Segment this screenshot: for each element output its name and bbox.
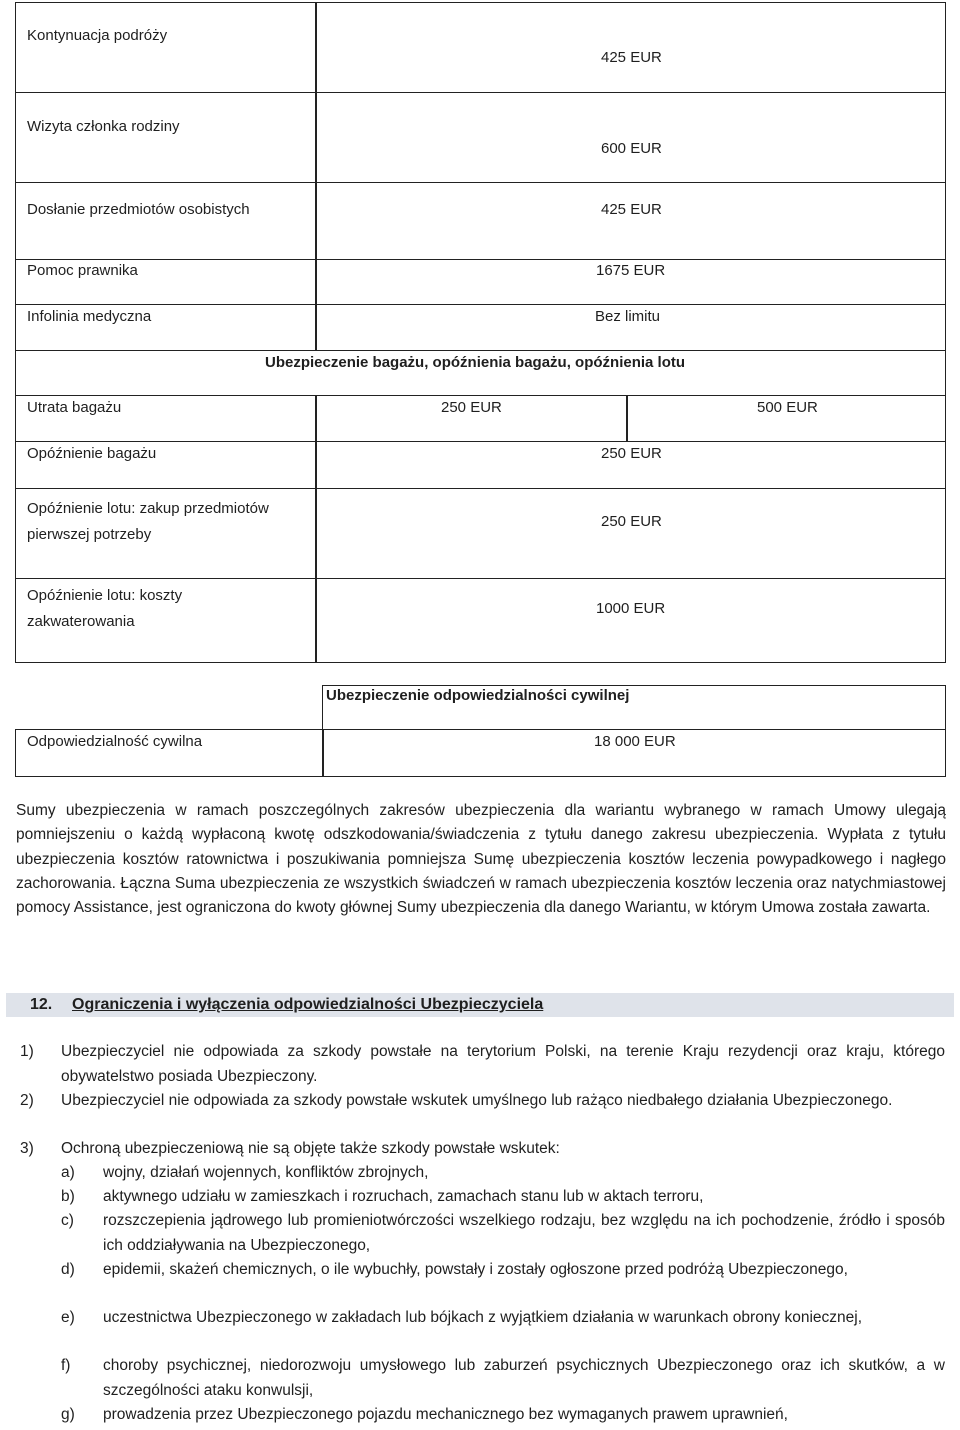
list-item: Ubezpieczyciel nie odpowiada za szkody powstałe na terytorium Polski, na terenie Kraju rezydencji oraz kraju, którego obywatelstwo posiada Ubezpieczony. (61, 1043, 945, 1085)
list-item-number: 1) (20, 1043, 34, 1060)
row-label: Dosłanie przedmiotów osobistych (27, 201, 250, 218)
row-label: zakwaterowania (27, 613, 135, 630)
row-value: 1675 EUR (596, 262, 666, 279)
row-value: 1000 EUR (596, 600, 666, 617)
sublist-item-letter: c) (61, 1212, 74, 1229)
sublist-item: epidemii, skażeń chemicznych, o ile wybuchły, powstały i zostały ogłoszone przed podróżą Ubezpieczonego, (103, 1261, 848, 1278)
row-label: Opóźnienie lotu: koszty (27, 587, 183, 604)
sublist-item: rozszczepienia jądrowego lub promieniotwórczości wszelkiego rodzaju, bez względu na ich pochodzenie, źródło i sposób ich oddziaływania na Ubezpieczonego, (103, 1212, 945, 1254)
sublist-item: uczestnictwa Ubezpieczonego w zakładach lub bójkach z wyjątkiem działania w warunkach obrony koniecznej, (103, 1309, 863, 1326)
row-value: 250 EUR (441, 399, 502, 416)
sublist-item-letter: d) (61, 1261, 75, 1278)
row-label: Wizyta członka rodziny (27, 118, 180, 135)
row-value: 18 000 EUR (594, 733, 676, 750)
section-number: 12. (30, 996, 53, 1013)
sum-insured-paragraph: Sumy ubezpieczenia w ramach poszczególnych zakresów ubezpieczenia dla wariantu wybranego w ramach Umowy ulegają pomniejszeniu o każdą wypłaconą kwotę odszkodowania/świadczenia z tytułu danego zakresu ubezpieczenia. Wypłata z tytułu ubezpieczenia kosztów ratownictwa i poszukiwania pomniejsza Sumę ubezpieczenia kosztów leczenia powypadkowego i nagłego zachorowania. Łączna Suma ubezpieczenia ze wszystkich świadczeń w ramach ubezpieczenia kosztów leczenia oraz natychmiastowej pomocy Assistance, jest ograniczona do kwoty głównej Sumy ubezpieczenia dla danego Wariantu, w którym Umowa została zawarta. (16, 802, 946, 917)
row-label: Infolinia medyczna (27, 308, 152, 325)
table-cell-value (315, 92, 946, 183)
row-label: Pomoc prawnika (27, 262, 138, 279)
table-cell-value (315, 578, 946, 663)
row-value: 425 EUR (601, 201, 662, 218)
table-cell-value (315, 2, 946, 93)
table-cell-value (315, 182, 946, 260)
row-label: pierwszej potrzeby (27, 526, 152, 543)
sublist-item-letter: g) (61, 1406, 75, 1423)
row-label: Opóźnienie bagażu (27, 445, 157, 462)
sublist-item: choroby psychicznej, niedorozwoju umysłowego lub zaburzeń psychicznych Ubezpieczonego oraz ich skutków, a w szczególności ataku konwulsji, (103, 1357, 945, 1399)
section-title: Ubezpieczenie odpowiedzialności cywilnej (326, 687, 630, 704)
list-item: Ubezpieczyciel nie odpowiada za szkody powstałe wskutek umyślnego lub rażąco niedbałego działania Ubezpieczonego. (61, 1092, 893, 1109)
row-value: 500 EUR (757, 399, 818, 416)
row-value: 425 EUR (601, 49, 662, 66)
row-label: Opóźnienie lotu: zakup przedmiotów (27, 500, 269, 517)
sublist-item-letter: f) (61, 1357, 71, 1374)
row-value: 250 EUR (601, 513, 662, 530)
sublist-item-letter: e) (61, 1309, 75, 1326)
section-title: Ograniczenia i wyłączenia odpowiedzialności Ubezpieczyciela (72, 996, 544, 1013)
sublist-item-letter: b) (61, 1188, 75, 1205)
table-cell-label (15, 2, 317, 93)
sublist-item-letter: a) (61, 1164, 75, 1181)
row-label: Odpowiedzialność cywilna (27, 733, 203, 750)
section-title: Ubezpieczenie bagażu, opóźnienia bagażu, opóźnienia lotu (265, 354, 686, 371)
row-value: Bez limitu (595, 308, 661, 325)
row-value: 250 EUR (601, 445, 662, 462)
row-label: Kontynuacja podróży (27, 27, 168, 44)
list-item-number: 2) (20, 1092, 34, 1109)
row-value: 600 EUR (601, 140, 662, 157)
table-cell-label (15, 182, 317, 260)
sublist-item: aktywnego udziału w zamieszkach i rozruchach, zamachach stanu lub w aktach terroru, (103, 1188, 704, 1205)
table-cell-label (15, 92, 317, 183)
row-label: Utrata bagażu (27, 399, 122, 416)
table-cell-value (315, 488, 946, 579)
sublist-item: wojny, działań wojennych, konfliktów zbrojnych, (103, 1164, 429, 1181)
list-item-number: 3) (20, 1140, 34, 1157)
sublist-item: prowadzenia przez Ubezpieczonego pojazdu mechanicznego bez wymaganych prawem uprawnień, (103, 1406, 788, 1423)
list-item: Ochroną ubezpieczeniową nie są objęte także szkody powstałe wskutek: (61, 1140, 560, 1157)
